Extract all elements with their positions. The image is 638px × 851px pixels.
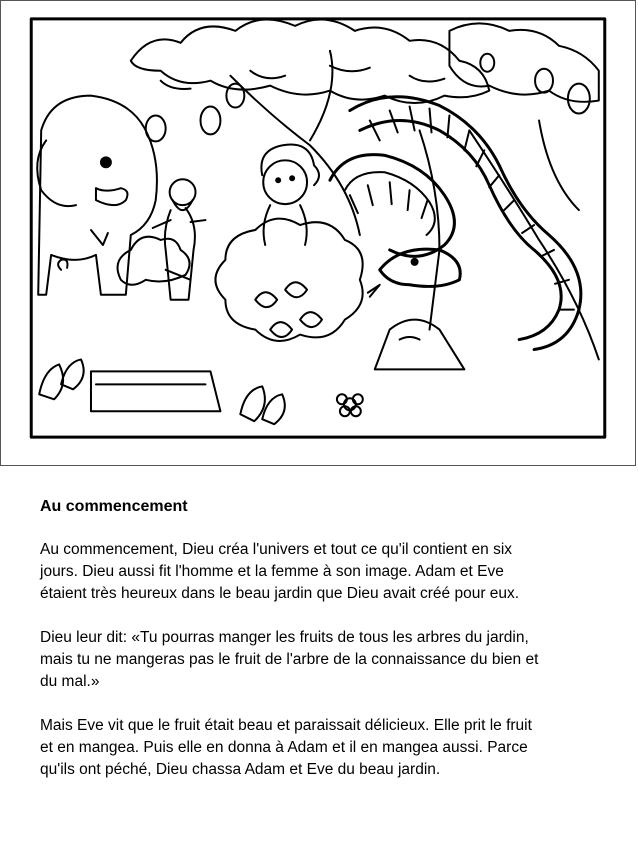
story-paragraph-2: Dieu leur dit: «Tu pourras manger les fruits de tous les arbres du jardin, mais tu ne mangeras pas le fruit de l'arbre de la connaissance du bien et du mal.»	[40, 629, 539, 690]
log-and-plants	[39, 359, 285, 424]
story-paragraph-3: Mais Eve vit que le fruit était beau et paraissait délicieux. Elle prit le fruit et en mangea. Puis elle en donna à Adam et il en mangea aussi. Parce qu'ils ont péché, Dieu chassa Adam et Eve du beau jardin.	[40, 717, 532, 778]
bushes	[118, 219, 363, 341]
story-text	[40, 496, 610, 803]
elephant	[37, 96, 157, 295]
tree-canopy	[131, 19, 599, 103]
rock	[375, 320, 465, 370]
story-title: Au commencement	[40, 498, 188, 515]
story-paragraph-1: Au commencement, Dieu créa l'univers et tout ce qu'il contient en six jours. Dieu aussi fit l'homme et la femme à son image. Adam et Eve étaient très heureux dans le beau jardin que Dieu avait créé pour eux.	[40, 541, 520, 602]
eve-figure	[261, 145, 319, 245]
flower	[337, 394, 363, 416]
serpent	[330, 97, 581, 350]
inner-border	[31, 19, 605, 437]
